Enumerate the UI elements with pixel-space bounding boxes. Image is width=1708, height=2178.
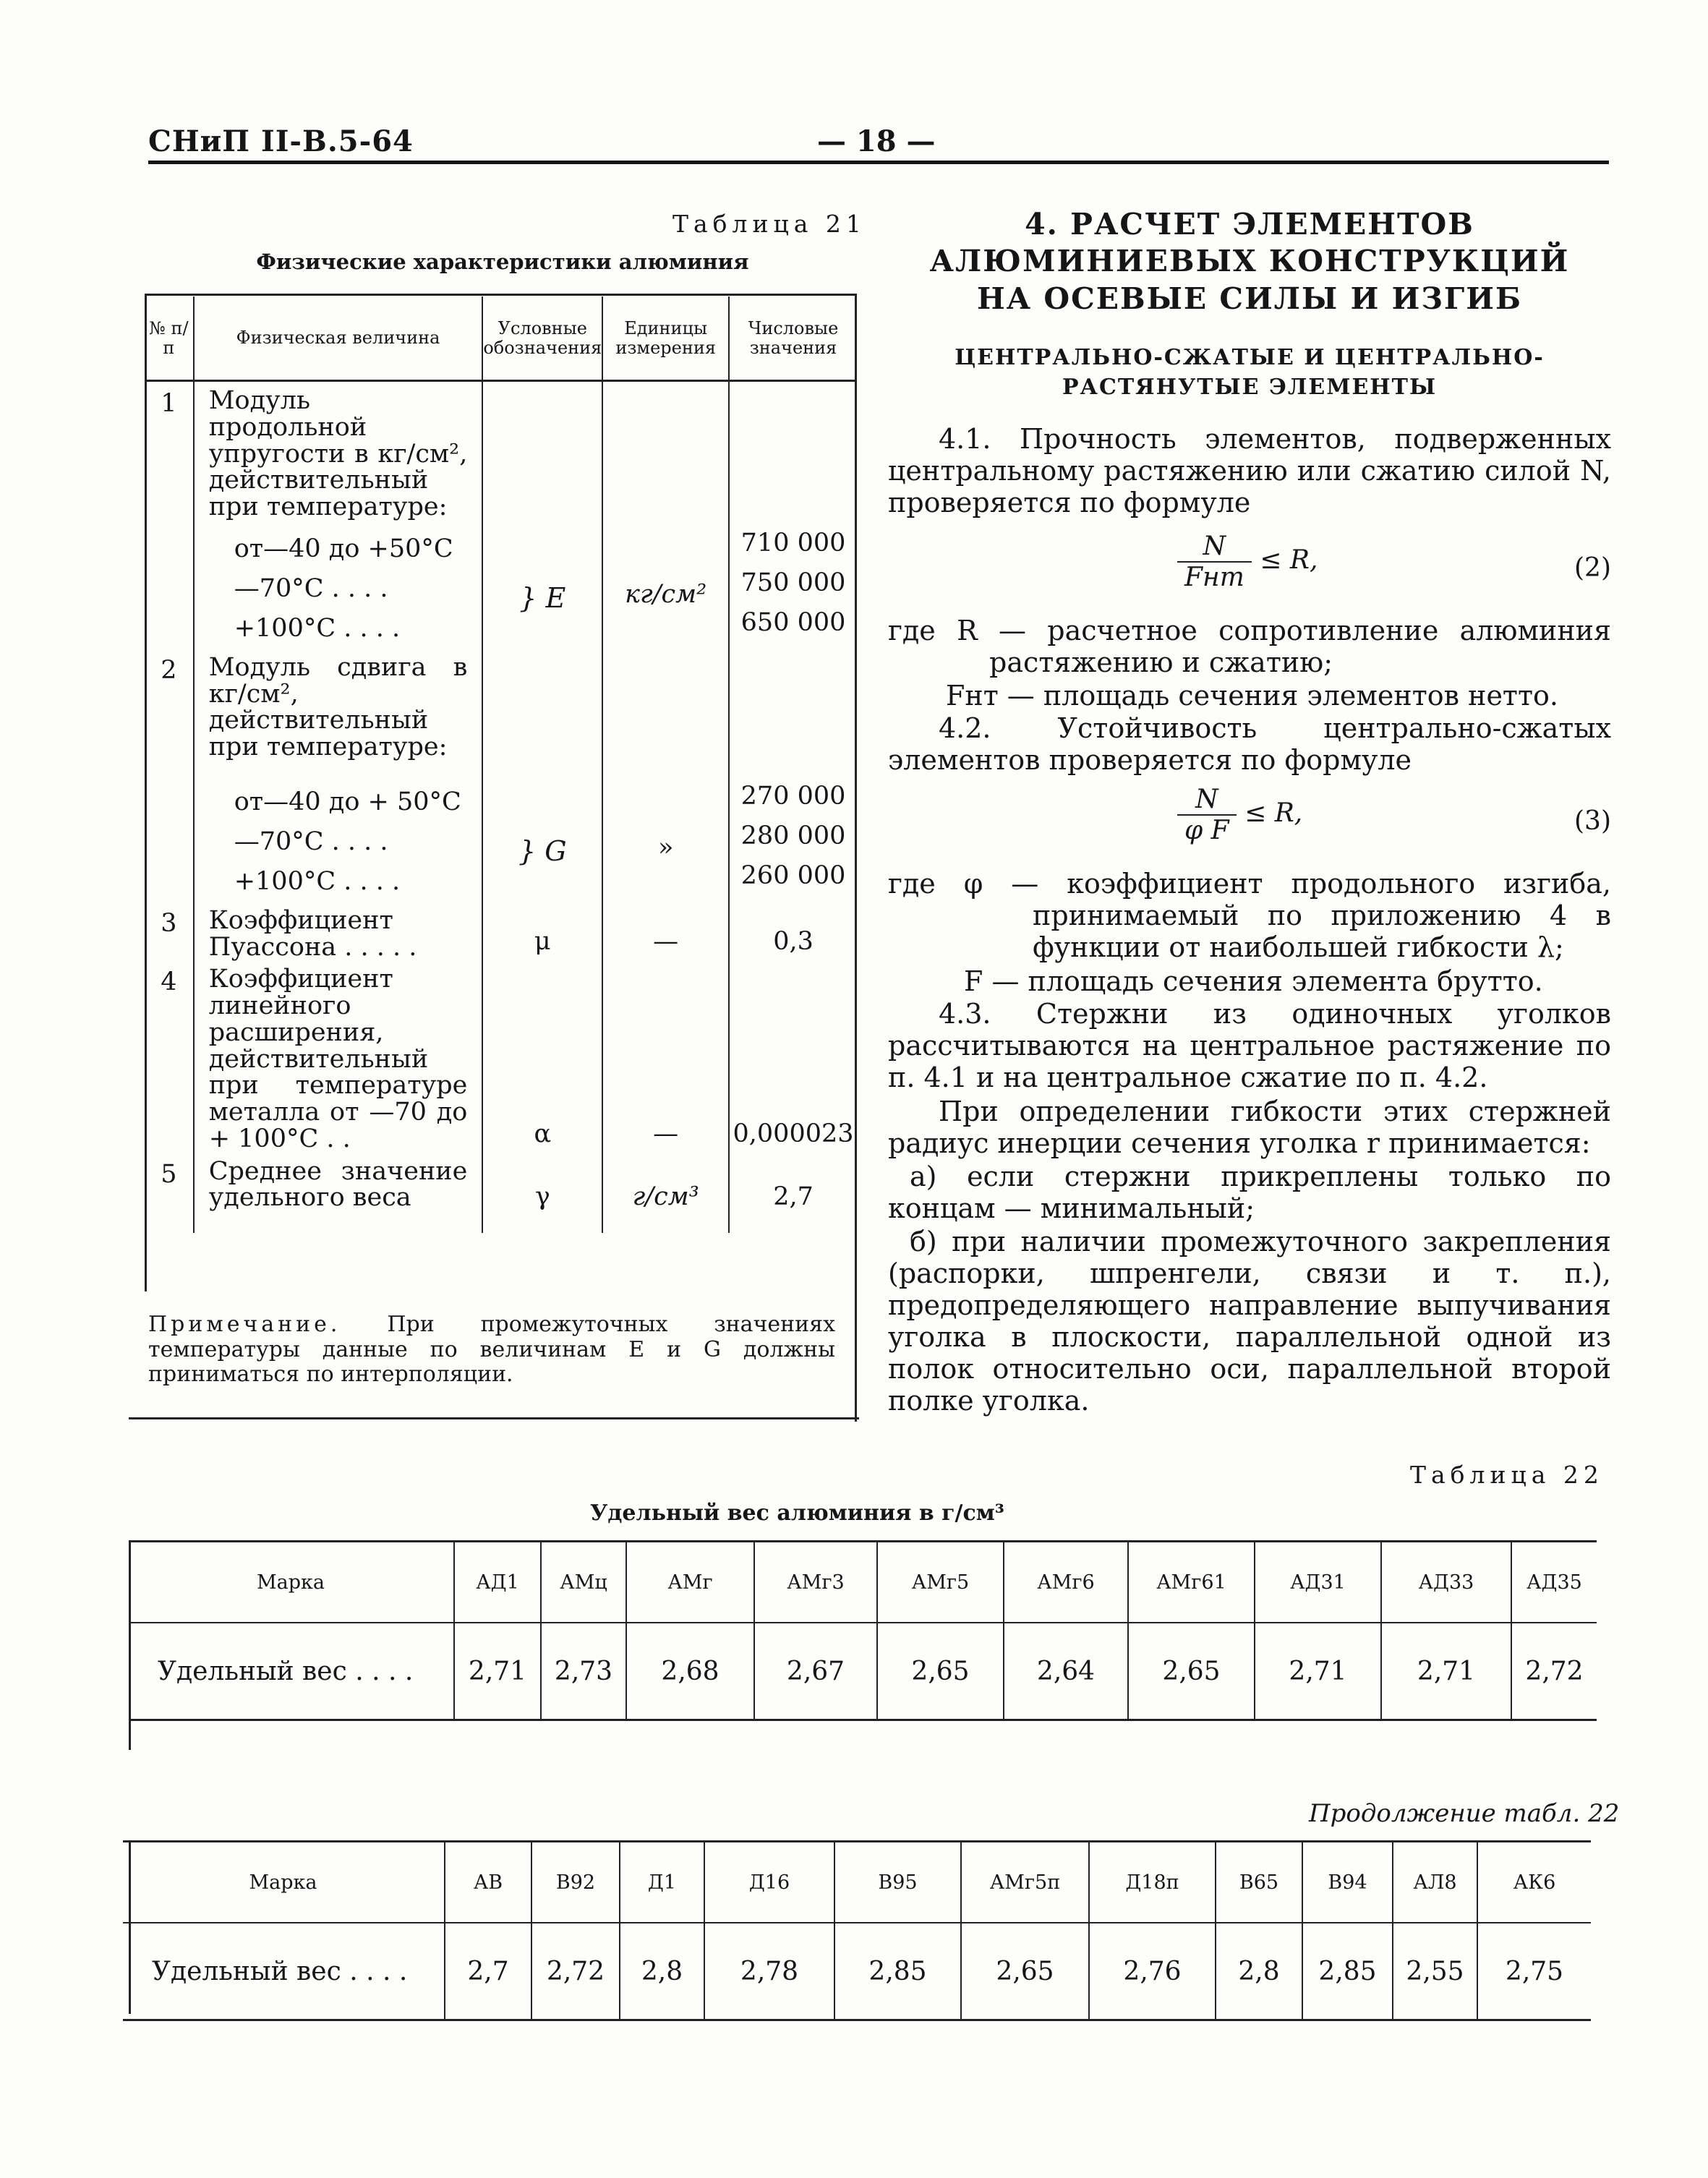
row-num: 4	[145, 960, 194, 1152]
paragraph-gibkost: При определении гибкости этих стержней радиус инерции сечения уголка r принимается:	[888, 1096, 1611, 1159]
row-units: —	[602, 902, 729, 961]
section-title: 4. РАСЧЕТ ЭЛЕМЕНТОВ АЛЮМИНИЕВЫХ КОНСТРУКЦИЙ НА ОСЕВЫЕ СИЛЫ И ИЗГИБ	[929, 207, 1570, 316]
weight-cell: 2,72	[531, 1923, 620, 2020]
row-text: Коэффициент линейного расширения, действительный при температуре металла от —70 до + 100°С . .	[194, 960, 483, 1152]
brace-icon: }	[519, 581, 546, 614]
grade-cell: Д1	[620, 1842, 704, 1923]
temp-range: —70°С . . . .	[234, 573, 388, 603]
weight-cell: 2,65	[1128, 1623, 1255, 1720]
table21-bottom-rule	[129, 1417, 859, 1419]
grade-cell: АМг61	[1128, 1542, 1255, 1623]
weight-cell: 2,7	[445, 1923, 531, 2020]
weight-cell: 2,67	[754, 1623, 877, 1720]
weight-cell: 2,85	[1302, 1923, 1393, 2020]
grade-cell: Д18п	[1089, 1842, 1216, 1923]
note-label: Примечание.	[148, 1312, 341, 1337]
formula-2	[888, 531, 1611, 611]
page-number: — 18 —	[817, 124, 936, 158]
weight-cell: 2,85	[834, 1923, 961, 2020]
table22b-values-row	[123, 1923, 1591, 2020]
weight-cell: 2,75	[1505, 1956, 1564, 1986]
values-cell	[729, 649, 857, 902]
weight-cell: 2,55	[1393, 1923, 1477, 2020]
paragraph-4-3: 4.3. Стержни из одиночных уголков рассчитываются на центральное растяжение по п. 4.1 и на центральное сжатие по п. 4.2.	[888, 998, 1611, 1093]
row-value: 270 000	[740, 781, 846, 811]
table21-row-1	[145, 381, 857, 649]
grade-cell: АЛ8	[1393, 1842, 1477, 1923]
paragraph-b: б) при наличии промежуточного закрепления (распорки, шпренгели, связи и т. п.), предопределяющего направление выпучивания уголка в плоскости, параллельной одной из полок относительно оси, параллельной второй полке уголка.	[888, 1226, 1611, 1417]
row-value: 280 000	[740, 821, 846, 850]
table21-top-rule	[145, 294, 857, 296]
formula-3	[888, 785, 1611, 864]
formula-3-fraction	[1177, 785, 1237, 845]
formula-3-denominator: φ F	[1184, 816, 1229, 845]
table21-row-4	[145, 960, 857, 1152]
table22-values-row	[129, 1623, 1597, 1720]
marka-header: Марка	[129, 1542, 454, 1623]
row-value: 750 000	[740, 568, 846, 597]
weight-cell: 2,65	[961, 1923, 1089, 2020]
row-symbol: μ	[482, 902, 602, 961]
grade-cell: АД33	[1381, 1542, 1511, 1623]
grade-cell: АМг5п	[961, 1842, 1089, 1923]
formula-2-denominator: Fнт	[1184, 563, 1244, 592]
weight-cell: 2,76	[1089, 1923, 1216, 2020]
row-text: Модуль продольной упругости в кг/см², действительный при температуре:	[208, 386, 468, 521]
where-f: F — площадь сечения элемента брутто.	[964, 965, 1543, 997]
grade-cell: АВ	[445, 1842, 531, 1923]
paragraph-4-2: 4.2. Устойчивость центрально-сжатых элементов проверяется по формуле	[888, 712, 1611, 776]
row-value: 2,7	[773, 1182, 814, 1211]
weight-cell: 2,78	[704, 1923, 834, 2020]
table22-continuation-caption: Продолжение табл. 22	[1309, 1799, 1620, 1828]
row-symbol: α	[482, 960, 602, 1152]
grade-cell: АД35	[1511, 1542, 1597, 1623]
grade-cell: АМц	[541, 1542, 626, 1623]
grade-cell: АМг6	[1004, 1542, 1128, 1623]
table22-title: Удельный вес алюминия в г/см³	[590, 1500, 1004, 1526]
table21	[145, 296, 857, 1233]
symbol-cell	[482, 649, 602, 902]
grade-cell: Д16	[704, 1842, 834, 1923]
weight-cell: 2,8	[620, 1923, 704, 2020]
table21-header-row	[145, 296, 857, 381]
document-code: СНиП II-В.5-64	[148, 124, 414, 158]
formula-3-numerator: N	[1177, 785, 1237, 816]
paragraph-4-1: 4.1. Прочность элементов, подверженных центральному растяжению или сжатию силой N, проверяется по формуле	[888, 423, 1611, 518]
formula-2-expression	[1177, 531, 1318, 592]
formula-3-number: (3)	[1574, 806, 1611, 836]
table22-continuation	[123, 1840, 1591, 2021]
weight-cell: 2,64	[1004, 1623, 1128, 1720]
table21-row-5	[145, 1153, 857, 1234]
grade-cell: В92	[531, 1842, 620, 1923]
row-symbol: G	[545, 834, 567, 867]
note-text: При промежуточных значениях температуры данные по величинам E и G должны приниматься по интерполяции.	[148, 1312, 835, 1387]
grade-cell: АМг	[626, 1542, 754, 1623]
row-description	[194, 649, 483, 902]
temp-range: от—40 до + 50°С	[234, 787, 461, 816]
row-value: 650 000	[740, 607, 846, 637]
temp-range: +100°С . . . .	[234, 613, 401, 643]
grade-cell: В94	[1302, 1842, 1393, 1923]
row-value: 260 000	[740, 860, 846, 890]
table21-title: Физические характеристики алюминия	[256, 249, 749, 274]
row-value: 0,000023	[733, 1119, 854, 1148]
row-units: кг/см²	[602, 381, 729, 649]
col-head-quantity: Физическая величина	[194, 296, 483, 381]
table21-row-2	[145, 649, 857, 902]
col-head-values: Числовые значения	[729, 296, 857, 381]
symbol-cell	[482, 381, 602, 649]
row-description	[194, 381, 483, 649]
row-num: 1	[145, 381, 194, 649]
row-value: 0,3	[773, 927, 814, 957]
weight-cell: 2,73	[541, 1623, 626, 1720]
grade-cell: АК6	[1477, 1842, 1591, 1923]
weight-cell: 2,71	[454, 1623, 541, 1720]
temp-range: +100°С . . . .	[234, 866, 401, 896]
values-cell	[729, 381, 857, 649]
temp-range: от—40 до +50°С	[234, 534, 453, 563]
weight-label: Удельный вес . . . .	[123, 1923, 445, 2020]
temp-range: —70°С . . . .	[234, 827, 388, 856]
grade-cell: АМг3	[754, 1542, 877, 1623]
grade-cell: АД1	[454, 1542, 541, 1623]
table22-caption: Таблица 22	[1410, 1461, 1604, 1489]
row-units: г/см³	[602, 1153, 729, 1234]
col-head-units: Единицы измерения	[602, 296, 729, 381]
weight-cell: 2,71	[1255, 1623, 1381, 1720]
table22-header-row	[129, 1542, 1597, 1623]
formula-2-number: (2)	[1574, 553, 1611, 583]
row-num: 2	[145, 649, 194, 902]
weight-label: Удельный вес . . . .	[129, 1623, 454, 1720]
brace-icon: }	[518, 834, 545, 867]
weight-cell: 2,68	[626, 1623, 754, 1720]
row-symbol: γ	[482, 1153, 602, 1234]
row-symbol: E	[545, 581, 566, 614]
formula-2-fraction	[1177, 531, 1252, 592]
row-value: 710 000	[740, 528, 846, 558]
grade-cell: АД31	[1255, 1542, 1381, 1623]
row-text: Модуль сдвига в кг/см², действительный при температуре:	[208, 652, 468, 761]
table22	[129, 1540, 1597, 1721]
row-units: »	[602, 649, 729, 902]
weight-cell: 2,72	[1525, 1656, 1584, 1686]
grade-cell: АМг5	[877, 1542, 1004, 1623]
grade-cell: В65	[1216, 1842, 1302, 1923]
weight-cell: 2,8	[1216, 1923, 1302, 2020]
row-units: —	[602, 960, 729, 1152]
row-num: 3	[145, 902, 194, 961]
table21-caption: Таблица 21	[672, 210, 866, 238]
where-fnt: Fнт — площадь сечения элементов нетто.	[946, 680, 1558, 712]
formula-3-expression	[1177, 785, 1302, 845]
where-phi: где φ — коэффициент продольного изгиба, принимаемый по приложению 4 в функции от наибольшей гибкости λ;	[888, 868, 1611, 963]
row-text: Среднее значение удельного веса	[194, 1153, 483, 1234]
row-num: 5	[145, 1153, 194, 1234]
where-r: где R — расчетное сопротивление алюминия растяжению и сжатию;	[888, 615, 1611, 678]
col-head-symbol: Условные обозначения	[482, 296, 602, 381]
weight-cell: 2,65	[877, 1623, 1004, 1720]
weight-cell: 2,71	[1381, 1623, 1511, 1720]
formula-3-rhs: ≤ R,	[1244, 798, 1303, 828]
row-text: Коэффициент Пуассона . . . . .	[194, 902, 483, 961]
formula-2-rhs: ≤ R,	[1260, 545, 1318, 575]
col-head-num: № п/п	[145, 296, 194, 381]
formula-2-numerator: N	[1177, 531, 1252, 563]
section-subtitle: ЦЕНТРАЛЬНО-СЖАТЫЕ И ЦЕНТРАЛЬНО-РАСТЯНУТЫЕ ЭЛЕМЕНТЫ	[955, 345, 1545, 400]
header-rule	[148, 161, 1609, 164]
table21-row-3	[145, 902, 857, 961]
table21-note	[148, 1312, 835, 1388]
table22b-header-row	[123, 1842, 1591, 1923]
grade-cell: В95	[834, 1842, 961, 1923]
marka-header: Марка	[123, 1842, 445, 1923]
paragraph-a: а) если стержни прикреплены только по концам — минимальный;	[888, 1161, 1611, 1224]
